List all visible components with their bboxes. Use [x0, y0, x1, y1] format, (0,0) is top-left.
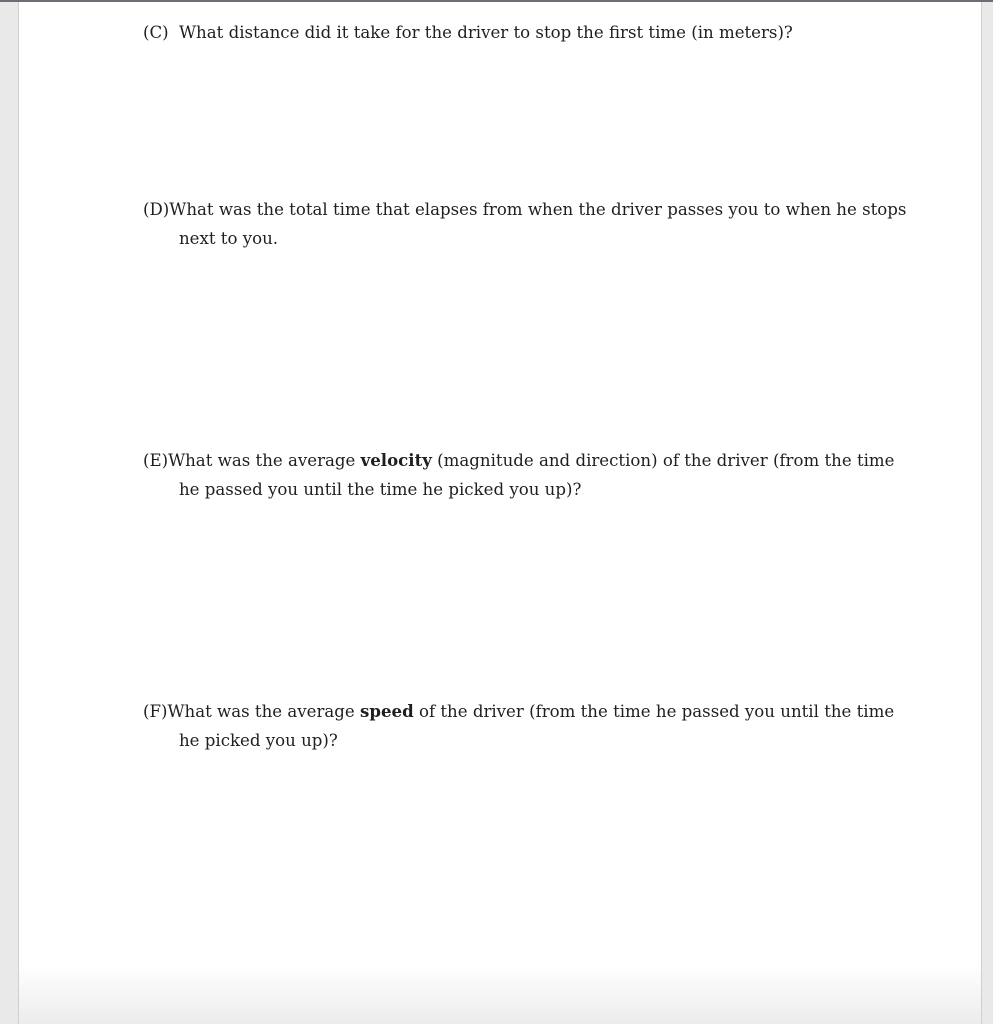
question-d — [143, 195, 907, 253]
question-e-label: (E) — [143, 451, 169, 470]
question-c — [143, 18, 883, 47]
question-e-text-post: (magnitude and direction) of the driver (from the time — [431, 451, 895, 470]
question-e-keyword: velocity — [360, 450, 432, 470]
page-bottom-shadow — [19, 964, 981, 1024]
question-f-text — [167, 697, 894, 726]
question-e-line-1 — [143, 446, 895, 475]
question-d-label: (D) — [143, 200, 170, 219]
question-d-line-2: next to you. — [179, 229, 279, 248]
question-e-text — [168, 446, 894, 475]
question-d-line-1 — [143, 195, 907, 224]
question-e-text-pre: What was the average — [168, 451, 361, 470]
question-f-keyword: speed — [360, 701, 414, 721]
document-page[interactable] — [18, 2, 982, 1024]
question-c-line-1 — [143, 18, 883, 47]
question-f-label: (F) — [143, 702, 168, 721]
question-f — [143, 697, 895, 755]
question-c-text: What distance did it take for the driver to stop the first time (in meters)? — [179, 23, 793, 42]
question-e-line-2: he passed you until the time he picked you up)? — [179, 480, 582, 499]
question-f-line-1 — [143, 697, 895, 726]
question-f-line-2: he picked you up)? — [179, 731, 338, 750]
question-f-text-pre: What was the average — [167, 702, 361, 721]
question-f-text-post: of the driver (from the time he passed you until the time — [413, 702, 895, 721]
question-e — [143, 446, 895, 504]
question-d-text: What was the total time that elapses from when the driver passes you to when he stops — [169, 200, 907, 219]
question-c-label: (C) — [143, 23, 169, 42]
